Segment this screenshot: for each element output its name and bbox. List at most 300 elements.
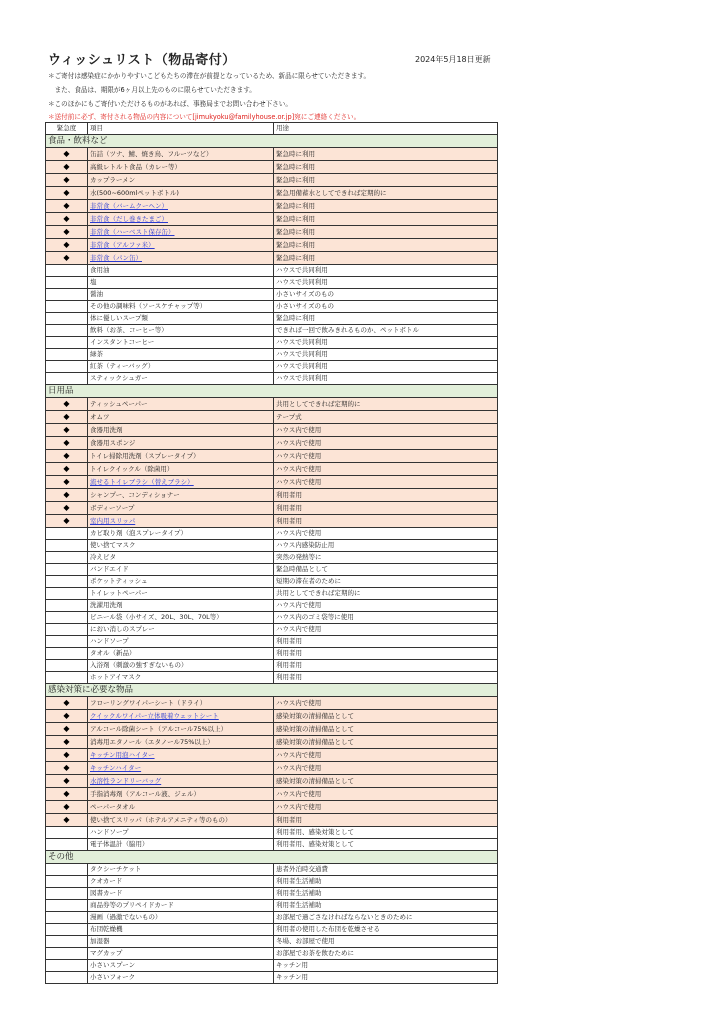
urgent-diamond-icon: ◆ [63,815,70,824]
item-cell [88,736,274,749]
note-contact-before-sending: ＊送付前に必ず、寄付される物品の内容について[jimukyoku@familyhouse.or.jp]宛にご連絡ください。 [48,113,361,121]
table-row [46,660,498,672]
item-label: ボディーソープ [90,503,135,512]
urgent-diamond-icon: ◆ [63,240,70,249]
usage-cell: 緊急時に利用 [274,239,498,252]
usage-cell: ハウス内で使用 [274,600,498,612]
item-cell [88,936,274,948]
item-label: 入浴剤（刺激の強すぎないもの） [90,661,188,669]
item-cell [88,161,274,174]
urgent-diamond-icon: ◆ [63,175,70,184]
table-row [46,864,498,876]
usage-cell: 緊急時に利用 [274,213,498,226]
item-label: アルコール除菌シート（アルコール75%以上） [90,724,228,733]
urgency-cell [46,648,88,660]
header-usage: 用途 [274,123,498,135]
item-cell [88,564,274,576]
item-label: ペーパータオル [90,802,136,811]
item-cell [88,289,274,301]
usage-cell: ハウスで共同利用 [274,361,498,373]
urgency-cell [46,540,88,552]
table-row [46,200,498,213]
item-link[interactable]: 水溶性ランドリーバッグ [90,776,162,785]
category-title: 食品・飲料など [46,135,498,148]
usage-cell: 小さいサイズのもの [274,289,498,301]
table-row [46,736,498,749]
item-label: 小さいスプーン [90,961,136,969]
usage-cell: お部屋でお茶を飲むために [274,948,498,960]
item-cell [88,213,274,226]
usage-cell: 緊急時備品として [274,564,498,576]
table-row [46,476,498,489]
item-label: トイレットペーパー [90,589,148,597]
table-row [46,588,498,600]
item-link[interactable]: キッチンハイター [90,763,142,772]
urgency-cell [46,749,88,762]
usage-cell: 利用者用 [274,672,498,684]
item-cell [88,912,274,924]
urgent-diamond-icon: ◆ [63,750,70,759]
urgency-cell [46,814,88,827]
item-cell [88,710,274,723]
item-cell [88,588,274,600]
usage-cell: 利用者用 [274,502,498,515]
urgency-cell [46,226,88,239]
urgency-cell [46,900,88,912]
urgent-diamond-icon: ◆ [63,451,70,460]
item-cell [88,200,274,213]
item-cell [88,660,274,672]
urgency-cell [46,289,88,301]
table-row [46,489,498,502]
urgency-cell [46,788,88,801]
item-cell [88,672,274,684]
table-row [46,624,498,636]
urgent-diamond-icon: ◆ [63,227,70,236]
table-row [46,900,498,912]
urgency-cell [46,252,88,265]
table-row [46,528,498,540]
item-label: シャンプー、コンディショナー [90,490,180,499]
table-row [46,174,498,187]
item-cell [88,960,274,972]
item-cell [88,325,274,337]
table-row [46,788,498,801]
category-row [46,684,498,697]
urgency-cell [46,463,88,476]
table-row [46,239,498,252]
urgency-cell [46,924,88,936]
item-label: 冷えピタ [90,553,116,561]
usage-cell: 利用者用 [274,648,498,660]
usage-cell: 緊急時に利用 [274,161,498,174]
page-title: ウィッシュリスト（物品寄付） [48,53,236,68]
item-cell [88,801,274,814]
table-row [46,515,498,528]
item-cell [88,337,274,349]
table-row [46,437,498,450]
item-label: インスタントコーヒー [90,338,155,346]
urgency-cell [46,660,88,672]
item-cell [88,972,274,984]
urgency-cell [46,552,88,564]
usage-cell: ハウス内で使用 [274,788,498,801]
urgency-cell [46,710,88,723]
item-cell [88,612,274,624]
table-row [46,801,498,814]
urgency-cell [46,972,88,984]
urgent-diamond-icon: ◆ [63,425,70,434]
usage-cell: ハウスで共同利用 [274,349,498,361]
item-label: 食器用洗剤 [90,425,123,434]
table-row [46,161,498,174]
usage-cell: 利用者の使用した布団を乾燥させる [274,924,498,936]
urgency-cell [46,213,88,226]
usage-cell: ハウス内で使用 [274,437,498,450]
urgency-cell [46,948,88,960]
item-cell [88,552,274,564]
category-row [46,385,498,398]
urgent-diamond-icon: ◆ [63,477,70,486]
item-label: 食用油 [90,266,110,274]
table-row [46,960,498,972]
item-label: 商品券等のプリペイドカード [90,901,174,909]
urgency-cell [46,801,88,814]
table-row [46,411,498,424]
usage-cell: 緊急時に利用 [274,252,498,265]
usage-cell: 利用者用 [274,515,498,528]
item-cell [88,463,274,476]
usage-cell: 緊急用備蓄水としてできれば定期的に [274,187,498,200]
usage-cell: ハウス内で使用 [274,801,498,814]
item-link[interactable]: 非常食（アルファ米） [90,240,155,249]
table-row [46,450,498,463]
table-row [46,301,498,313]
item-cell [88,489,274,502]
updated-date: 2024年5月18日更新 [415,55,491,64]
usage-cell: ハウス内で使用 [274,624,498,636]
item-cell [88,148,274,161]
urgent-diamond-icon: ◆ [63,711,70,720]
usage-cell: 感染対策の清掃備品として [274,775,498,788]
header-urgency: 緊急度 [46,123,88,135]
usage-cell: お部屋で過ごさなければならないときのために [274,912,498,924]
urgency-cell [46,424,88,437]
urgency-cell [46,762,88,775]
item-cell [88,723,274,736]
table-row [46,313,498,325]
item-cell [88,876,274,888]
item-label: 高級レトルト食品（カレー等） [90,162,181,171]
item-label: 飲料（お茶、コーヒー等） [90,326,168,334]
item-cell [88,814,274,827]
item-cell [88,373,274,385]
usage-cell: 緊急時に利用 [274,200,498,213]
table-header-row [46,123,498,135]
table-row [46,252,498,265]
item-cell [88,502,274,515]
urgency-cell [46,736,88,749]
urgent-diamond-icon: ◆ [63,503,70,512]
urgency-cell [46,450,88,463]
item-cell [88,762,274,775]
item-cell [88,424,274,437]
urgent-diamond-icon: ◆ [63,149,70,158]
usage-cell: 小さいサイズのもの [274,301,498,313]
urgency-cell [46,600,88,612]
table-row [46,697,498,710]
usage-cell: ハウスで共同利用 [274,265,498,277]
category-title: 日用品 [46,385,498,398]
table-row [46,636,498,648]
urgency-cell [46,174,88,187]
usage-cell: 緊急時に利用 [274,148,498,161]
urgency-cell [46,912,88,924]
table-row [46,265,498,277]
table-row [46,213,498,226]
item-cell [88,239,274,252]
item-label: タオル（新品） [90,649,136,657]
table-row [46,502,498,515]
urgency-cell [46,528,88,540]
urgency-cell [46,588,88,600]
urgent-diamond-icon: ◆ [63,789,70,798]
table-row [46,839,498,851]
table-row [46,762,498,775]
usage-cell: 利用者用 [274,489,498,502]
urgency-cell [46,827,88,839]
item-label: ポケットティッシュ [90,577,148,585]
item-cell [88,827,274,839]
table-row [46,289,498,301]
item-cell [88,749,274,762]
usage-cell: 冬場、お部屋で使用 [274,936,498,948]
table-row [46,723,498,736]
usage-cell: 緊急時に利用 [274,313,498,325]
item-cell [88,476,274,489]
item-label: オムツ [90,412,110,421]
urgency-cell [46,325,88,337]
table-row [46,424,498,437]
item-label: 加湿器 [90,937,110,945]
urgent-diamond-icon: ◆ [63,698,70,707]
usage-cell: 緊急時に利用 [274,174,498,187]
urgency-cell [46,876,88,888]
usage-cell: 感染対策の清掃備品として [274,736,498,749]
item-link[interactable]: クイックルワイパー立体吸着ウェットシート [90,711,219,720]
item-label: 水(500~600mlペットボトル) [90,188,179,197]
usage-cell: ハウス内で使用 [274,424,498,437]
table-row [46,148,498,161]
urgent-diamond-icon: ◆ [63,464,70,473]
urgency-cell [46,672,88,684]
wishlist-table [45,122,498,984]
urgent-diamond-icon: ◆ [63,201,70,210]
item-label: タクシーチケット [90,865,142,873]
usage-cell: 感染対策の清掃備品として [274,710,498,723]
item-label: カビ取り剤（泡スプレータイプ） [90,529,187,537]
item-label: 布団乾燥機 [90,925,123,933]
urgency-cell [46,373,88,385]
usage-cell: テープ式 [274,411,498,424]
urgency-cell [46,239,88,252]
urgent-diamond-icon: ◆ [63,724,70,733]
table-row [46,277,498,289]
table-row [46,948,498,960]
table-row [46,398,498,411]
item-label: フローリングワイパーシート（ドライ） [90,698,207,707]
item-cell [88,411,274,424]
item-cell [88,775,274,788]
urgency-cell [46,349,88,361]
usage-cell: 感染対策の清掃備品として [274,723,498,736]
item-link[interactable]: 非常食（パン缶） [90,253,142,262]
urgency-cell [46,723,88,736]
usage-cell: ハウス内で使用 [274,528,498,540]
item-link[interactable]: 非常食（だし巻きたまご） [90,214,168,223]
item-label: 缶詰（ツナ、鯖、焼き鳥、フルーツなど） [90,149,213,158]
urgency-cell [46,301,88,313]
urgent-diamond-icon: ◆ [63,253,70,262]
item-cell [88,540,274,552]
urgency-cell [46,960,88,972]
item-label: トイレ掃除用洗剤（スプレータイプ） [90,451,200,460]
item-label: クオカード [90,877,123,885]
item-label: 体に優しいスープ類 [90,314,148,322]
item-label: 使い捨てスリッパ（ホテルアメニティ等のもの） [90,815,232,824]
item-cell [88,277,274,289]
usage-cell: 利用者用 [274,814,498,827]
category-title: その他 [46,851,498,864]
usage-cell: 利用者用、感染対策として [274,839,498,851]
table-row [46,600,498,612]
urgency-cell [46,476,88,489]
item-label: ホットアイマスク [90,673,142,681]
table-row [46,936,498,948]
table-row [46,187,498,200]
table-row [46,814,498,827]
item-link[interactable]: 室内用スリッパ [90,516,136,525]
item-cell [88,398,274,411]
table-row [46,564,498,576]
usage-cell: ハウスで共同利用 [274,373,498,385]
item-label: 小さいフォーク [90,973,136,981]
item-link[interactable]: 流せるトイレブラシ（替えブラシ） [90,477,194,486]
table-row [46,710,498,723]
urgency-cell [46,313,88,325]
table-row [46,325,498,337]
item-link[interactable]: 非常食（ハーベスト保存缶） [90,227,175,236]
urgency-cell [46,411,88,424]
urgency-cell [46,636,88,648]
usage-cell: キッチン用 [274,972,498,984]
urgent-diamond-icon: ◆ [63,490,70,499]
item-cell [88,515,274,528]
urgency-cell [46,437,88,450]
item-link[interactable]: 非常食（バームクーヘン） [90,201,168,210]
table-row [46,337,498,349]
item-label: 電子体温計（脇用） [90,840,149,848]
usage-cell: ハウス内で使用 [274,463,498,476]
item-cell [88,252,274,265]
urgency-cell [46,200,88,213]
item-link[interactable]: キッチン用泡ハイター [90,750,155,759]
table-row [46,775,498,788]
urgency-cell [46,775,88,788]
usage-cell: ハウスで共同利用 [274,277,498,289]
item-cell [88,187,274,200]
item-cell [88,576,274,588]
usage-cell: 利用者生活補助 [274,876,498,888]
table-row [46,972,498,984]
urgency-cell [46,864,88,876]
item-label: 緑茶 [90,350,103,358]
item-cell [88,648,274,660]
item-label: におい消しのスプレー [90,625,155,633]
item-cell [88,265,274,277]
item-label: ハンドソープ [90,637,129,645]
urgent-diamond-icon: ◆ [63,399,70,408]
urgent-diamond-icon: ◆ [63,162,70,171]
item-cell [88,174,274,187]
table-row [46,749,498,762]
item-label: スティックシュガー [90,374,148,382]
item-cell [88,313,274,325]
item-cell [88,624,274,636]
item-label: 食器用スポンジ [90,438,136,447]
item-label: 紅茶（ティーバッグ） [90,362,155,370]
item-cell [88,788,274,801]
table-row [46,672,498,684]
item-label: ビニール袋（小サイズ、20L、30L、70L等） [90,613,223,621]
usage-cell: 共用としてできれば定期的に [274,588,498,600]
item-label: バンドエイド [90,565,129,573]
urgency-cell [46,265,88,277]
usage-cell: ハウス内のゴミ袋等に使用 [274,612,498,624]
item-cell [88,361,274,373]
item-cell [88,839,274,851]
usage-cell: 短期の滞在者のために [274,576,498,588]
item-label: マグカップ [90,949,123,957]
urgency-cell [46,489,88,502]
usage-cell: 利用者生活補助 [274,888,498,900]
table-row [46,876,498,888]
urgency-cell [46,361,88,373]
usage-cell: 利用者用 [274,660,498,672]
usage-cell: ハウス内で使用 [274,476,498,489]
usage-cell: 共用としてできれば定期的に [274,398,498,411]
item-label: 手指消毒剤（アルコール液、ジェル） [90,789,200,798]
table-row [46,576,498,588]
note-contact-office: ＊このほかにもご寄付いただけるものがあれば、事務局までお問い合わせ下さい。 [48,100,292,108]
item-cell [88,528,274,540]
item-cell [88,864,274,876]
urgency-cell [46,564,88,576]
item-cell [88,697,274,710]
usage-cell: ハウス内で使用 [274,749,498,762]
urgency-cell [46,148,88,161]
item-cell [88,349,274,361]
urgent-diamond-icon: ◆ [63,214,70,223]
table-row [46,361,498,373]
category-title: 感染対策に必要な物品 [46,684,498,697]
item-cell [88,450,274,463]
item-label: 図書カード [90,889,123,897]
header-item: 項目 [88,123,274,135]
item-label: 洗濯用洗剤 [90,601,123,609]
urgent-diamond-icon: ◆ [63,438,70,447]
usage-cell: ハウス内感染防止用 [274,540,498,552]
